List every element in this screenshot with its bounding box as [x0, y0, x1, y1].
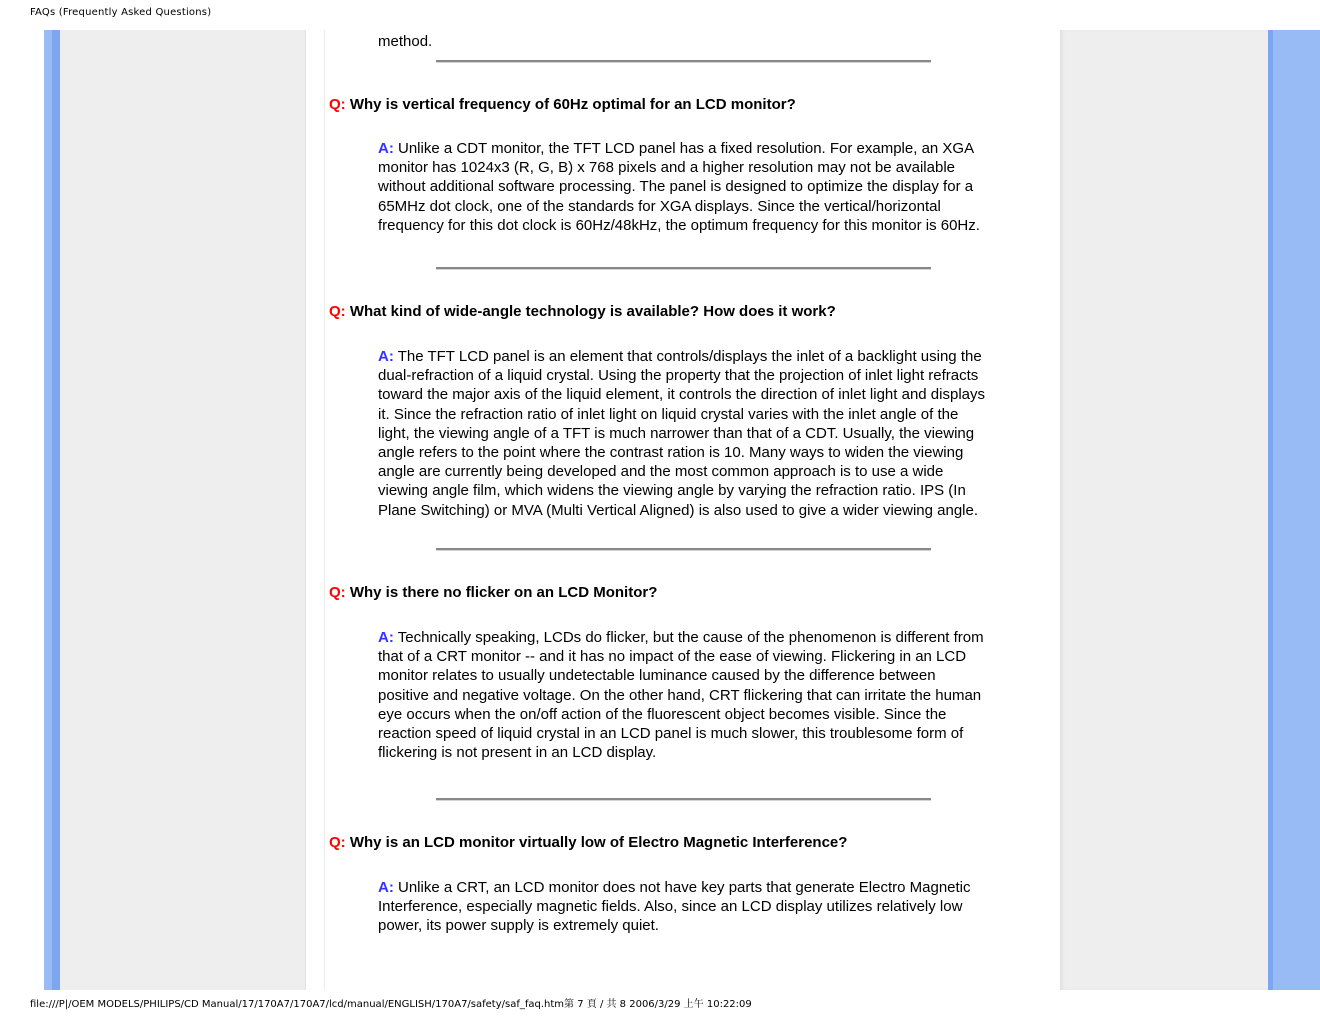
left-blue-bar: [44, 30, 52, 990]
question-text: Why is an LCD monitor virtually low of Electro Magnetic Interference?: [349, 834, 848, 851]
question-text: Why is there no flicker on an LCD Monitor?: [349, 584, 658, 601]
answer-label: A:: [378, 140, 394, 157]
answer-text: Unlike a CRT, an LCD monitor does not have key parts that generate Electro Magnetic Interference, especially magnetic fields. Also, since an LCD display utilizes relatively low power, its power supply is extremely quiet.: [378, 879, 971, 935]
right-blue-bar: [1273, 30, 1320, 990]
left-sidebar-panel: [60, 30, 305, 990]
answer-label: A:: [378, 629, 394, 646]
faq-question: [329, 833, 1029, 852]
section-divider: [436, 548, 931, 551]
question-label: Q:: [329, 96, 346, 113]
question-text: Why is vertical frequency of 60Hz optimal for an LCD monitor?: [349, 96, 796, 113]
right-sidebar-panel: [1060, 30, 1268, 990]
left-blue-bar-inner: [52, 30, 60, 990]
question-text: What kind of wide-angle technology is available? How does it work?: [349, 303, 836, 320]
section-divider: [436, 60, 931, 63]
print-header: FAQs (Frequently Asked Questions): [30, 7, 212, 18]
answer-label: A:: [378, 879, 394, 896]
section-divider: [436, 267, 931, 270]
faq-answer: [378, 347, 988, 520]
section-divider: [436, 798, 931, 801]
print-footer: file:///P|/OEM MODELS/PHILIPS/CD Manual/17/170A7/170A7/lcd/manual/ENGLISH/170A7/safety/saf_faq.htm第 7 頁 / 共 8 2006/3/29 上午 10:22:09: [30, 999, 752, 1010]
faq-answer: [378, 878, 988, 936]
answer-text: The TFT LCD panel is an element that controls/displays the inlet of a backlight using the dual-refraction of a liquid crystal. Using the property that the projection of inlet light refracts toward the major axis of the liquid element, it controls the direction of inlet light and displays it. Since the refraction ratio of inlet light on liquid crystal varies with the inlet angle of the light, the viewing angle of a TFT is much narrower than that of a CDT. Usually, the viewing angle refers to the point where the contrast ration is 10. Many ways to widen the viewing angle are currently being developed and the most common approach is to use a wide viewing angle film, which widens the viewing angle by varying the refraction ratio. IPS (In Plane Switching) or MVA (Multi Vertical Aligned) is also used to give a wider viewing angle.: [378, 348, 985, 519]
faq-question: [329, 302, 1029, 321]
faq-answer: [378, 139, 988, 235]
faq-question: [329, 583, 1029, 602]
continued-answer-text: method.: [378, 33, 433, 50]
question-label: Q:: [329, 834, 346, 851]
answer-label: A:: [378, 348, 394, 365]
faq-answer: [378, 628, 988, 762]
answer-text: Technically speaking, LCDs do flicker, but the cause of the phenomenon is different from that of a CRT monitor -- and it has no impact of the ease of viewing. Flickering in an LCD monitor relates to usually undetectable luminance caused by the difference between positive and negative voltage. On the other hand, CRT flickering that can irritate the human eye occurs when the on/off action of the fluorescent object becomes visible. Since the reaction speed of liquid crystal in an LCD panel is much slower, this troublesome form of flickering is not present in an LCD display.: [378, 629, 984, 762]
answer-text: Unlike a CDT monitor, the TFT LCD panel has a fixed resolution. For example, an XGA monitor has 1024x3 (R, G, B) x 768 pixels and a higher resolution may not be available without additional software processing. The panel is designed to optimize the display for a 65MHz dot clock, one of the standards for XGA displays. Since the vertical/horizontal frequency for this dot clock is 60Hz/48kHz, the optimum frequency for this monitor is 60Hz.: [378, 140, 980, 234]
content-inner-divider: [324, 30, 325, 990]
question-label: Q:: [329, 584, 346, 601]
faq-question: [329, 95, 1029, 114]
question-label: Q:: [329, 303, 346, 320]
